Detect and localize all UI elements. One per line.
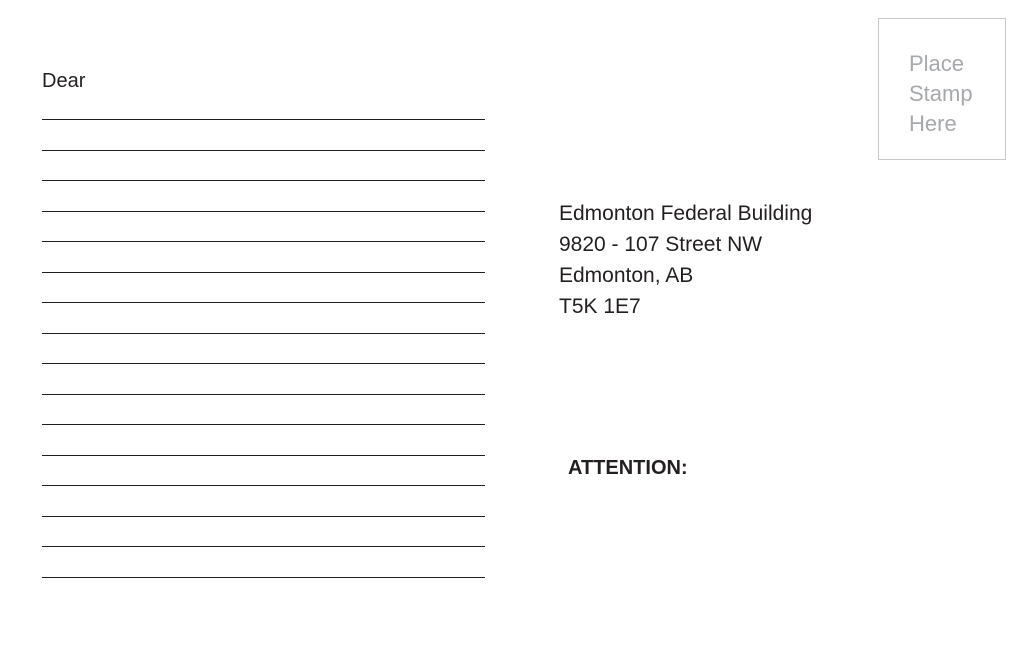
stamp-box xyxy=(878,18,1006,160)
writing-line xyxy=(42,577,485,578)
writing-line xyxy=(42,394,485,395)
stamp-placeholder xyxy=(909,49,973,139)
writing-line xyxy=(42,211,485,212)
stamp-line-2: Stamp xyxy=(909,81,973,106)
greeting-label: Dear xyxy=(42,70,86,92)
writing-line xyxy=(42,363,485,364)
writing-line xyxy=(42,241,485,242)
writing-line xyxy=(42,333,485,334)
writing-line xyxy=(42,424,485,425)
writing-line xyxy=(42,455,485,456)
recipient-address xyxy=(559,198,812,322)
stamp-line-3: Here xyxy=(909,111,957,136)
writing-line xyxy=(42,180,485,181)
writing-line xyxy=(42,302,485,303)
recipient-city: Edmonton, AB xyxy=(559,264,694,287)
recipient-postal-code: T5K 1E7 xyxy=(559,295,641,318)
recipient-name: Edmonton Federal Building xyxy=(559,202,813,225)
writing-lines xyxy=(42,0,485,668)
writing-line xyxy=(42,485,485,486)
stamp-line-1: Place xyxy=(909,51,965,76)
writing-line xyxy=(42,516,485,517)
writing-line xyxy=(42,272,485,273)
writing-line xyxy=(42,546,485,547)
attention-label: ATTENTION: xyxy=(568,457,688,479)
writing-line xyxy=(42,150,485,151)
recipient-street: 9820 - 107 Street NW xyxy=(559,233,763,256)
writing-line xyxy=(42,119,485,120)
